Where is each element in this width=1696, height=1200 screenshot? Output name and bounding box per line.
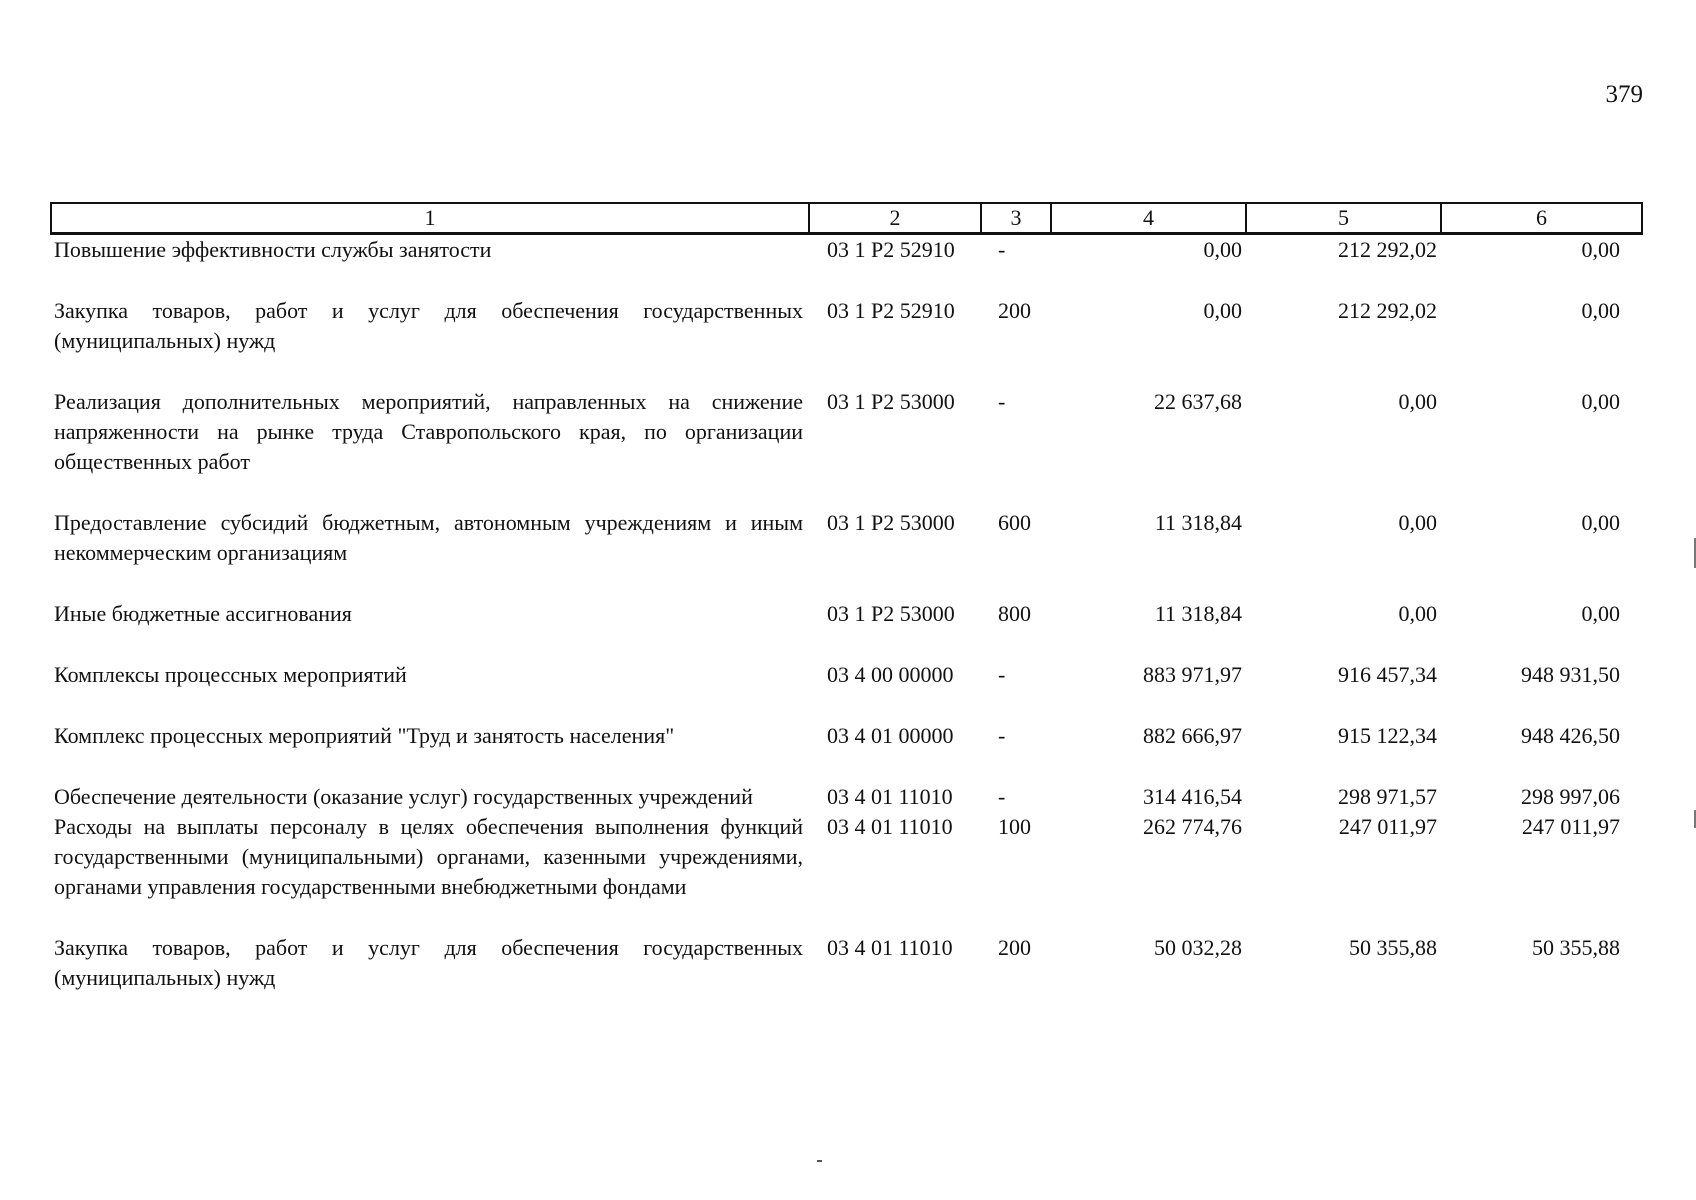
budget-table bbox=[50, 202, 1643, 1024]
row-name: Предоставление субсидий бюджетным, автономным учреждениям и иным некоммерческим организациям bbox=[54, 510, 803, 565]
row-type: 800 bbox=[998, 601, 1031, 626]
table-row bbox=[51, 721, 1642, 782]
row-code: 03 1 P2 53000 bbox=[827, 601, 955, 626]
row-value-6: 0,00 bbox=[1581, 601, 1620, 626]
row-type: 200 bbox=[998, 935, 1031, 960]
row-value-5: 0,00 bbox=[1398, 510, 1437, 535]
header-col-4: 4 bbox=[1051, 203, 1246, 234]
row-code: 03 1 P2 53000 bbox=[827, 389, 955, 414]
row-value-4: 0,00 bbox=[1203, 298, 1242, 323]
row-value-4: 883 971,97 bbox=[1143, 662, 1242, 687]
row-type: - bbox=[998, 784, 1006, 809]
row-code: 03 4 01 00000 bbox=[827, 723, 954, 748]
row-name: Закупка товаров, работ и услуг для обеспечения государственных (муниципальных) нужд bbox=[54, 935, 803, 990]
row-value-5: 50 355,88 bbox=[1349, 935, 1437, 960]
row-value-4: 262 774,76 bbox=[1143, 814, 1242, 839]
row-code: 03 4 01 11010 bbox=[827, 784, 953, 809]
row-code: 03 4 01 11010 bbox=[827, 814, 953, 839]
row-code: 03 4 00 00000 bbox=[827, 662, 954, 687]
table-row bbox=[51, 660, 1642, 721]
row-value-4: 50 032,28 bbox=[1154, 935, 1242, 960]
row-type: - bbox=[998, 662, 1006, 687]
row-name: Повышение эффективности службы занятости bbox=[54, 237, 492, 262]
row-name: Иные бюджетные ассигнования bbox=[54, 601, 352, 626]
row-name: Расходы на выплаты персоналу в целях обеспечения выполнения функций государственными (муниципальными) органами, казенными учреждениями, органами управления государственными внебюджетными фондами bbox=[54, 814, 803, 899]
table-row bbox=[51, 933, 1642, 1024]
row-value-6: 948 426,50 bbox=[1521, 723, 1620, 748]
row-code: 03 4 01 11010 bbox=[827, 935, 953, 960]
row-value-6: 948 931,50 bbox=[1521, 662, 1620, 687]
row-type: 100 bbox=[998, 814, 1031, 839]
page-number: 379 bbox=[1605, 81, 1643, 108]
header-col-1: 1 bbox=[51, 203, 809, 234]
row-value-6: 0,00 bbox=[1581, 510, 1620, 535]
budget-table-container bbox=[50, 202, 1641, 1024]
row-value-4: 22 637,68 bbox=[1154, 389, 1242, 414]
table-row bbox=[51, 387, 1642, 508]
row-value-4: 11 318,84 bbox=[1154, 510, 1242, 535]
row-code: 03 1 P2 53000 bbox=[827, 510, 955, 535]
row-name: Закупка товаров, работ и услуг для обеспечения государственных (муниципальных) нужд bbox=[54, 298, 803, 353]
row-value-6: 247 011,97 bbox=[1521, 814, 1620, 839]
table-row bbox=[51, 296, 1642, 387]
row-value-4: 314 416,54 bbox=[1143, 784, 1242, 809]
table-row bbox=[51, 234, 1642, 297]
table-row bbox=[51, 599, 1642, 660]
row-type: - bbox=[998, 389, 1006, 414]
row-code: 03 1 P2 52910 bbox=[827, 237, 955, 262]
row-value-5: 212 292,02 bbox=[1338, 237, 1437, 262]
row-name: Реализация дополнительных мероприятий, направленных на снижение напряженности на рынке труда Ставропольского края, по организации общественных работ bbox=[54, 389, 803, 474]
header-row bbox=[51, 203, 1642, 234]
row-value-6: 0,00 bbox=[1581, 389, 1620, 414]
row-value-6: 50 355,88 bbox=[1532, 935, 1620, 960]
row-name: Обеспечение деятельности (оказание услуг) государственных учреждений bbox=[54, 784, 753, 809]
row-code: 03 1 P2 52910 bbox=[827, 298, 955, 323]
table-row bbox=[51, 782, 1642, 812]
row-value-4: 882 666,97 bbox=[1143, 723, 1242, 748]
row-value-5: 916 457,34 bbox=[1338, 662, 1437, 687]
row-value-5: 212 292,02 bbox=[1338, 298, 1437, 323]
row-value-5: 247 011,97 bbox=[1338, 814, 1437, 839]
row-value-5: 915 122,34 bbox=[1338, 723, 1437, 748]
row-type: 600 bbox=[998, 510, 1031, 535]
row-name: Комплексы процессных мероприятий bbox=[54, 662, 407, 687]
header-col-2: 2 bbox=[809, 203, 981, 234]
scan-speck bbox=[817, 1160, 822, 1162]
header-col-5: 5 bbox=[1246, 203, 1441, 234]
header-col-6: 6 bbox=[1441, 203, 1642, 234]
row-value-6: 0,00 bbox=[1581, 237, 1620, 262]
row-value-6: 0,00 bbox=[1581, 298, 1620, 323]
row-value-5: 0,00 bbox=[1398, 601, 1437, 626]
row-type: - bbox=[998, 237, 1006, 262]
row-type: 200 bbox=[998, 298, 1031, 323]
row-value-4: 0,00 bbox=[1203, 237, 1242, 262]
row-name: Комплекс процессных мероприятий "Труд и занятость населения" bbox=[54, 723, 675, 748]
table-row bbox=[51, 508, 1642, 599]
row-value-4: 11 318,84 bbox=[1154, 601, 1242, 626]
header-col-3: 3 bbox=[981, 203, 1051, 234]
row-value-5: 298 971,57 bbox=[1338, 784, 1437, 809]
row-type: - bbox=[998, 723, 1006, 748]
table-row bbox=[51, 812, 1642, 933]
row-value-6: 298 997,06 bbox=[1521, 784, 1620, 809]
row-value-5: 0,00 bbox=[1398, 389, 1437, 414]
